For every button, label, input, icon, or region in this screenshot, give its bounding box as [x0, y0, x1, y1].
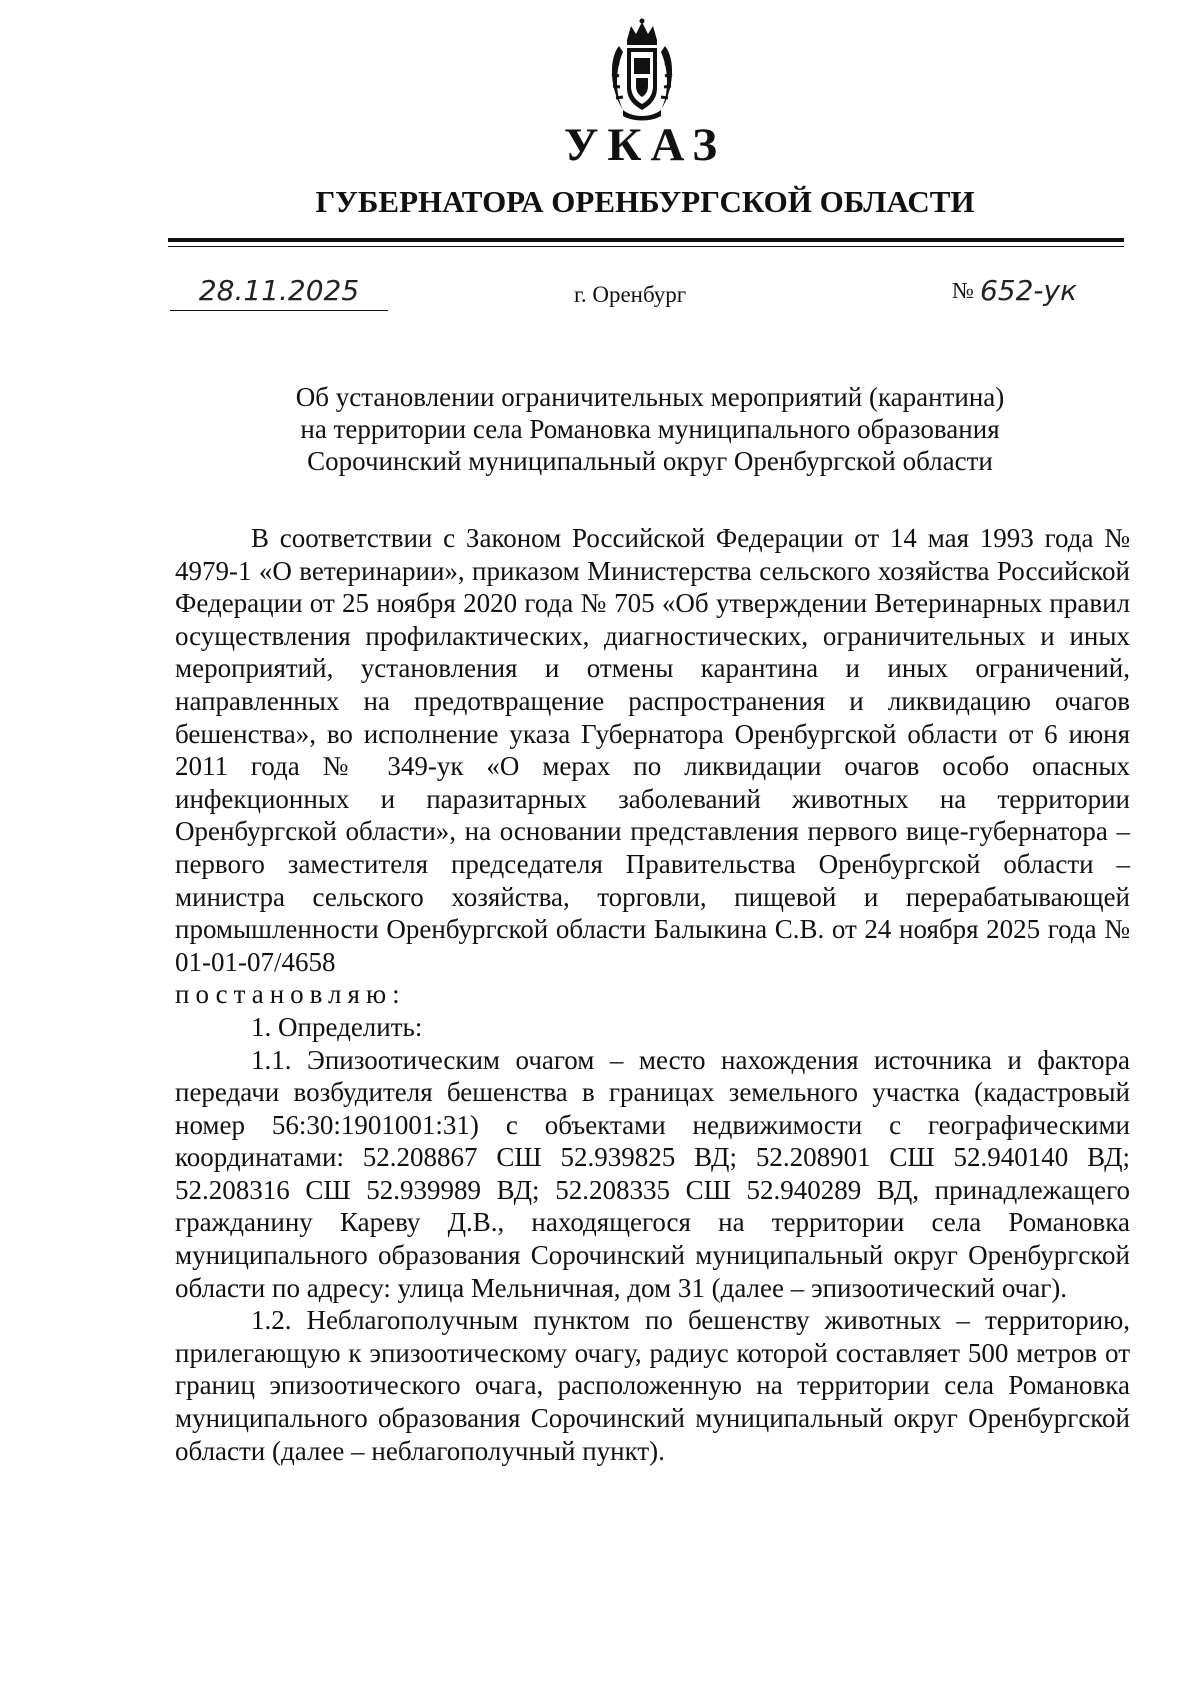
- document-subtitle: ГУБЕРНАТОРА ОРЕНБУРГСКОЙ ОБЛАСТИ: [315, 184, 975, 219]
- clause-1-1: 1.1. Эпизоотическим очагом – место нахождения источника и фактора передачи возбудителя бешенства в границах земельного участка (кадастровый номер 56:30:1901001:31) с объектами недвижимости с географическими координатами: 52.208867 СШ 52.939825 ВД; 52.208901 СШ 52.940140 ВД; 52.208316 СШ 52.939989 ВД; 52.208335 СШ 52.940289 ВД, принадлежащего гражданину Кареву Д.В., находящегося на территории села Романовка муниципального образования Сорочинский муниципальный округ Оренбургской области по адресу: улица Мельничная, дом 31 (далее – эпизоотический очаг).: [175, 1044, 1130, 1303]
- heading-line: Об установлении ограничительных мероприятий (карантина): [295, 382, 1005, 412]
- heading-line: Сорочинский муниципальный округ Оренбургской области: [307, 446, 993, 476]
- clause-1-2: 1.2. Неблагополучным пунктом по бешенству животных – территорию, прилегающую к эпизоотическому очагу, радиус которой составляет 500 метров от границ эпизоотического очага, расположенную на территории села Романовка муниципального образования Сорочинский муниципальный округ Оренбургской области (далее – неблагополучный пункт).: [175, 1305, 1130, 1466]
- coat-of-arms-graphic: [605, 18, 679, 122]
- coat-of-arms-icon: [605, 18, 679, 122]
- document-number: [952, 272, 1077, 310]
- document-number-label: №: [952, 278, 974, 303]
- decree-word: постановляю:: [175, 979, 406, 1010]
- document-body: [175, 522, 1130, 1467]
- header-divider-thick: [168, 238, 1124, 242]
- document-number-value: 652-ук: [979, 274, 1077, 307]
- clause-1: 1. Определить:: [251, 1011, 423, 1042]
- document-city: г. Оренбург: [574, 282, 687, 307]
- preamble-paragraph: В соответствии с Законом Российской Федерации от 14 мая 1993 года № 4979-1 «О ветеринарии», приказом Министерства сельского хозяйства Российской Федерации от 25 ноября 2020 года № 705 «Об утверждении Ветеринарных правил осуществления профилактических, диагностических, ограничительных и иных мероприятий, установления и отмены карантина и иных ограничений, направленных на предотвращение распространения и ликвидацию очагов бешенства», во исполнение указа Губернатора Оренбургской области от 6 июня 2011 года № 349-ук «О мерах по ликвидации очагов особо опасных инфекционных и паразитарных заболеваний животных на территории Оренбургской области», на основании представления первого вице-губернатора – первого заместителя председателя Правительства Оренбургской области – министра сельского хозяйства, торговли, пищевой и перерабатывающей промышленности Оренбургской области Балыкина С.В. от 24 ноября 2025 года № 01-01-07/4658: [175, 523, 1130, 977]
- heading-line: на территории села Романовка муниципального образования: [300, 414, 1000, 444]
- document-title: УКАЗ: [563, 119, 727, 171]
- document-heading: [150, 381, 1150, 477]
- document-date: 28.11.2025: [170, 272, 388, 311]
- header-divider-thin: [168, 246, 1124, 247]
